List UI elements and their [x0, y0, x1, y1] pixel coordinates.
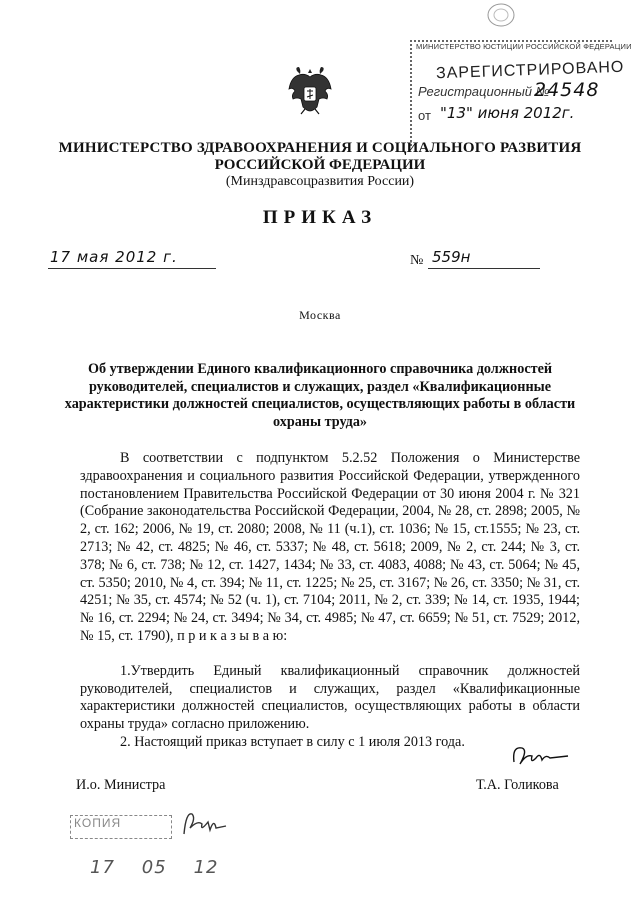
- copy-signature-icon: [180, 808, 230, 838]
- stamp-number: 24548: [534, 79, 600, 101]
- signature-icon: [508, 740, 574, 770]
- order-number: 559н: [432, 248, 471, 266]
- date-underline: [48, 268, 216, 269]
- ministry-country: РОССИЙСКОЙ ФЕДЕРАЦИИ: [214, 157, 426, 173]
- paragraph-spacer: [80, 646, 580, 663]
- ministry-short-name: (Минздравсоцразвития России): [225, 174, 415, 189]
- document-type: ПРИКАЗ: [262, 207, 378, 228]
- order-number-label: №: [410, 253, 424, 268]
- stamp-date-label: от: [418, 108, 431, 123]
- stamp-seal-icon: [484, 2, 518, 28]
- signer-position: И.о. Министра: [76, 777, 166, 793]
- item-1-paragraph: 1.Утвердить Единый квалификационный справочник должностей руководителей, специалистов и служащих, раздел «Квалификационные характеристики должностей специалистов, осуществляющих работы в области охраны труда» согласно приложению.: [80, 662, 580, 733]
- signer-name: Т.А. Голикова: [476, 777, 559, 793]
- copy-stamp-label: КОПИЯ: [74, 816, 122, 830]
- preamble-paragraph: В соответствии с подпунктом 5.2.52 Положения о Министерстве здравоохранения и социального развития Российской Федерации, утвержденного постановлением Правительства Российской Федерации от 30 июня 2004 г. № 321 (Собрание законодательства Российской Федерации, 2004, № 28, ст. 2898; 2005, № 2, ст. 162; 2006, № 19, ст. 2080; 2008, № 11 (ч.1), ст. 1036; № 15, ст.1555; № 23, ст. 2713; № 42, ст. 4825; № 46, ст. 5337; № 48, ст. 5618; 2009, № 2, ст. 244; № 3, ст. 378; № 6, ст. 738; № 12, ст. 1427, 1434; № 33, ст. 4083, 4088; № 43, ст. 5064; № 45, ст. 5350; 2010, № 4, ст. 394; № 11, ст. 1225; № 25, ст. 3167; № 26, ст. 3350; № 31, ст. 4251; № 35, ст. 4574; № 52 (ч. 1), ст. 7104; 2011, № 2, ст. 339; № 14, ст. 1935, 1944; № 16, ст. 2294; № 24, ст. 3494; № 34, ст. 4985; № 47, ст. 6659; № 51, ст. 7529; 2012, № 15, ст. 1790), п р и к а з ы в а ю:: [80, 450, 580, 644]
- document-body: [80, 450, 580, 752]
- stamp-number-label: Регистрационный №: [418, 84, 550, 99]
- stamp-registered: ЗАРЕГИСТРИРОВАНО: [435, 58, 625, 83]
- document-title: Об утверждении Единого квалификационного справочника должностей руководителей, специалистов и служащих, раздел «Квалификационные характеристики должностей специалистов, осуществляющих работы в области охраны труда»: [64, 361, 576, 430]
- copy-date: 17 05 12: [90, 857, 219, 878]
- stamp-date: "13" июня 2012г.: [440, 104, 575, 122]
- city: Москва: [299, 308, 341, 322]
- ministry-name: МИНИСТЕРСТВО ЗДРАВООХРАНЕНИЯ И СОЦИАЛЬНОГО РАЗВИТИЯ: [58, 140, 582, 156]
- coat-of-arms-icon: [287, 65, 333, 115]
- item-2-paragraph: 2. Настоящий приказ вступает в силу с 1 июля 2013 года.: [120, 733, 465, 750]
- stamp-ministry: МИНИСТЕРСТВО ЮСТИЦИИ РОССИЙСКОЙ ФЕДЕРАЦИИ: [416, 42, 632, 51]
- order-date: 17 мая 2012 г.: [50, 248, 178, 266]
- number-underline: [428, 268, 540, 269]
